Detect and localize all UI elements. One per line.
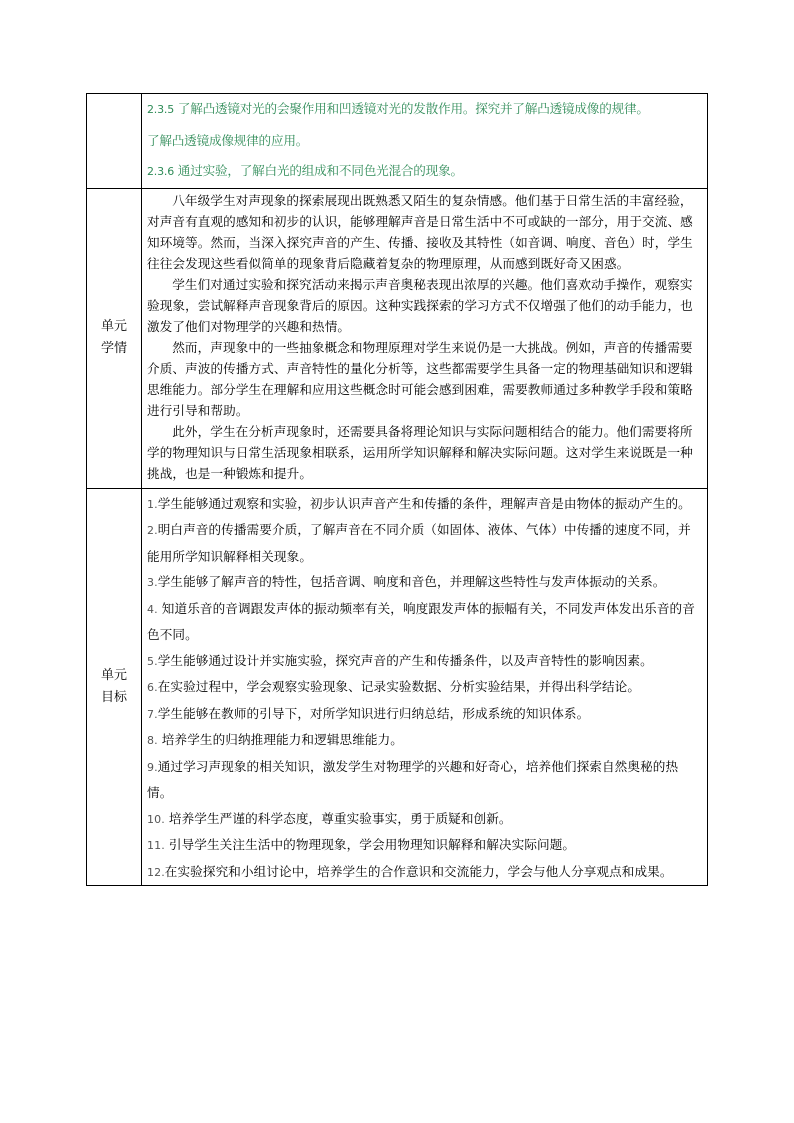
goals-row (87, 488, 708, 886)
goal-text: 在实验过程中，学会观察实验现象、记录实验数据、分析实验结果，并得出科学结论。 (157, 679, 641, 694)
goal-text: 明白声音的传播需要介质，了解声音在不同介质（如固体、液体、气体）中传播的速度不同，并能用所学知识解释相关现象。 (147, 522, 691, 564)
standard-number: 2.3.5 (147, 103, 174, 116)
goal-item (147, 517, 702, 569)
goal-number: 9. (147, 760, 158, 774)
goal-item (147, 701, 702, 728)
learner-header-cell (87, 188, 142, 488)
goal-text: 培养学生的归纳推理能力和逻辑思维能力。 (157, 732, 403, 747)
goal-item (147, 859, 702, 886)
learner-row (87, 188, 708, 488)
goals-header-cell (87, 488, 142, 886)
goal-item (147, 806, 702, 833)
standards-row (87, 94, 708, 189)
learner-header-line2: 学情 (100, 341, 127, 356)
goal-text: 学生能够通过设计并实施实验，探究声音的产生和传播条件，以及声音特性的影响因素。 (157, 652, 653, 668)
goal-text: 在实验探究和小组讨论中，培养学生的合作意识和交流能力，学会与他人分享观点和成果。 (164, 863, 673, 879)
goal-number: 7. (147, 707, 158, 721)
goals-header-line1: 单元 (100, 667, 127, 683)
goal-item (147, 727, 702, 754)
goal-text: 知道乐音的音调跟发声体的振动频率有关，响度跟发声体的振幅有关，不同发声体发出乐音的音色不同。 (147, 600, 695, 642)
goal-number: 11. (147, 839, 165, 852)
standard-item (147, 126, 702, 157)
goal-text: 学生能够通过观察和实验，初步认识声音产生和传播的条件，理解声音是由物体的振动产生的。 (157, 495, 691, 511)
goal-item (147, 491, 702, 518)
goal-text: 培养学生严谨的科学态度，尊重实验事实，勇于质疑和创新。 (164, 810, 512, 826)
goal-number: 2. (147, 524, 158, 537)
learner-paragraph: 学生们对通过实验和探究活动来揭示声音奥秘表现出浓厚的兴趣。他们喜欢动手操作，观察实验现象，尝试解释声音现象背后的原因。这种实践探索的学习方式不仅增强了他们的动手能力，也激发了他们对物理学的兴趣和热情。 (147, 276, 693, 334)
learner-paragraph: 八年级学生对声现象的探索展现出既熟悉又陌生的复杂情感。他们基于日常生活的丰富经验，对声音有直观的感知和初步的认识，能够理解声音是日常生活中不可或缺的一部分，用于交流、感知环境等。然而，当深入探究声音的产生、传播、接收及其特性（如音调、响度、音色）时，学生往往会发现这些看似简单的现象背后隐藏着复杂的物理原理，从而感到既好奇又困惑。 (147, 192, 693, 271)
goal-text: 通过学习声现象的相关知识，激发学生对物理学的兴趣和好奇心，培养他们探索自然奥秘的热情。 (147, 758, 679, 800)
standard-text: 了解凸透镜成像规律的应用。 (147, 132, 309, 148)
unit-plan-table (86, 93, 708, 886)
goal-number: 4. (147, 602, 158, 616)
goal-number: 3. (147, 576, 158, 589)
standard-item (147, 156, 702, 188)
goal-item (147, 569, 702, 596)
goal-number: 1. (147, 497, 158, 511)
goal-item (147, 754, 702, 806)
standard-item (147, 94, 702, 126)
goals-cell (142, 488, 708, 886)
learner-cell (142, 188, 708, 488)
standards-header-cell (87, 94, 142, 189)
standards-cell (142, 94, 708, 189)
goal-number: 5. (147, 654, 158, 668)
standard-text: 通过实验，了解白光的组成和不同色光混合的现象。 (174, 163, 463, 178)
goal-text: 引导学生关注生活中的物理现象，学会用物理知识解释和解决实际问题。 (164, 837, 576, 852)
goal-item (147, 674, 702, 701)
goal-text: 学生能够在教师的引导下，对所学知识进行归纳总结，形成系统的知识体系。 (157, 705, 590, 721)
goal-text: 学生能够了解声音的特性，包括音调、响度和音色，并理解这些特性与发声体振动的关系。 (157, 574, 666, 589)
goal-number: 12. (147, 865, 165, 879)
goal-item (147, 832, 702, 859)
standard-text: 了解凸透镜对光的会聚作用和凹透镜对光的发散作用。探究并了解凸透镜成像的规律。 (174, 101, 649, 116)
goal-number: 6. (147, 681, 158, 694)
standard-number: 2.3.6 (147, 165, 174, 178)
learner-header-line1: 单元 (100, 319, 127, 334)
goal-item (147, 648, 702, 675)
learner-paragraph: 此外，学生在分析声现象时，还需要具备将理论知识与实际问题相结合的能力。他们需要将所学的物理知识与日常生活现象相联系，运用所学知识解释和解决实际问题。这对学生来说既是一种挑战，也是一种锻炼和提升。 (147, 423, 693, 481)
goal-number: 8. (147, 734, 158, 747)
goal-number: 10. (147, 812, 165, 826)
goals-header-line2: 目标 (100, 689, 127, 705)
goal-item (147, 596, 702, 648)
learner-paragraph: 然而，声现象中的一些抽象概念和物理原理对学生来说仍是一大挑战。例如，声音的传播需要介质、声波的传播方式、声音特性的量化分析等，这些都需要学生具备一定的物理基础知识和逻辑思维能力。部分学生在理解和应用这些概念时可能会感到困难，需要教师通过多种教学手段和策略进行引导和帮助。 (147, 339, 693, 418)
